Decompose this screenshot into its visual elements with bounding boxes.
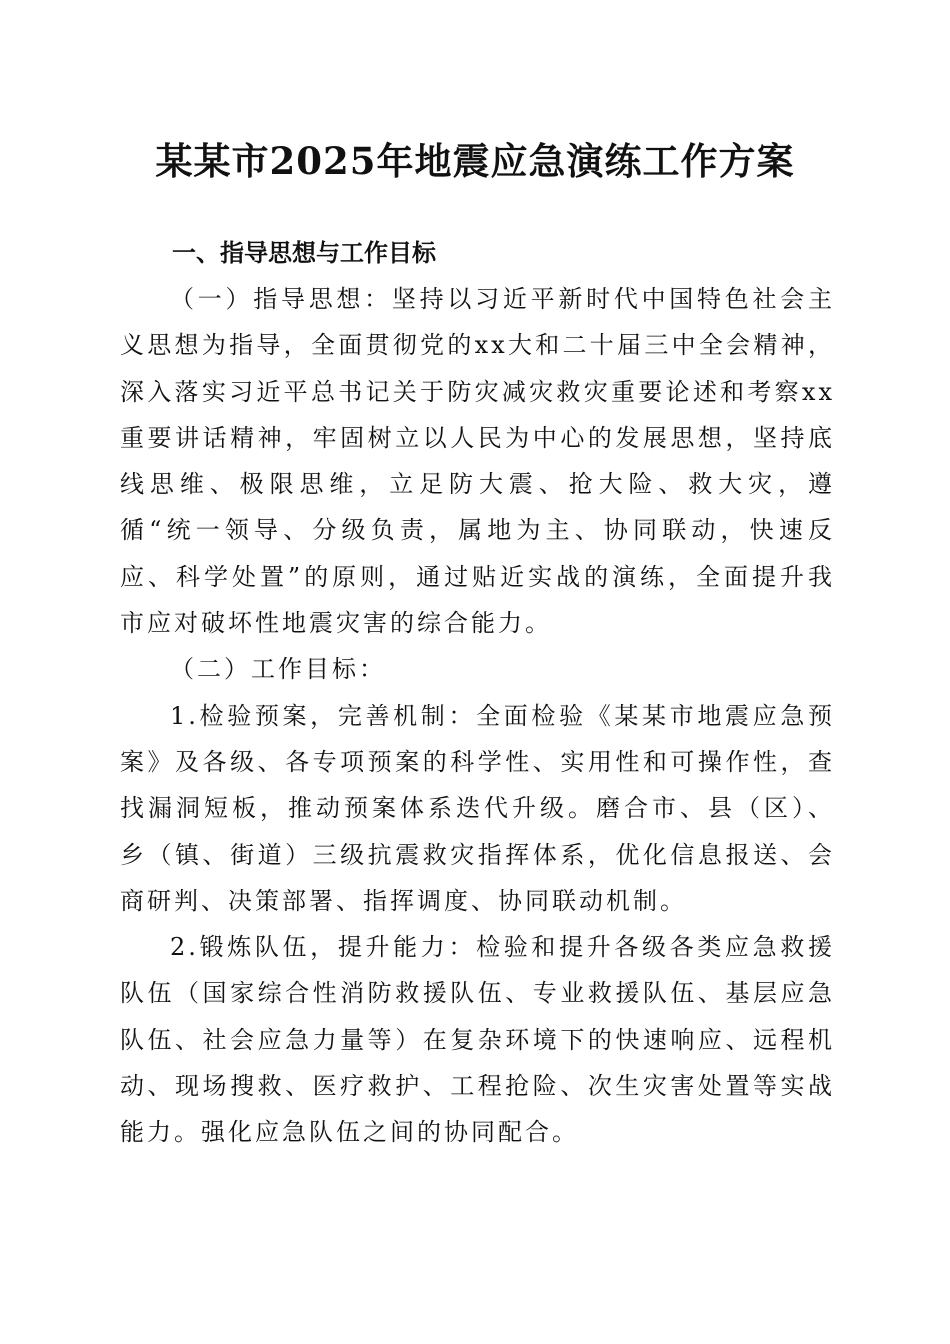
document-title: 某某市2025年地震应急演练工作方案	[155, 139, 795, 183]
paragraph-goal-2: 2.锻炼队伍，提升能力：检验和提升各级各类应急救援队伍（国家综合性消防救援队伍、专业救援队伍、基层应急队伍、社会应急力量等）在复杂环境下的快速响应、远程机动、现场搜救、医疗救护、工程抢险、次生灾害处置等实战能力。强化应急队伍之间的协同配合。	[120, 933, 835, 1147]
paragraph-goal-1: 1.检验预案，完善机制：全面检验《某某市地震应急预案》及各级、各专项预案的科学性、实用性和可操作性，查找漏洞短板，推动预案体系迭代升级。磨合市、县（区）、乡（镇、街道）三级抗震救灾指挥体系，优化信息报送、会商研判、决策部署、指挥调度、协同联动机制。	[120, 701, 835, 915]
section-heading: 一、指导思想与工作目标	[172, 239, 436, 267]
paragraph-guiding-thought: （一）指导思想：坚持以习近平新时代中国特色社会主义思想为指导，全面贯彻党的xx大和二十届三中全会精神，深入落实习近平总书记关于防灾减灾救灾重要论述和考察xx重要讲话精神，牢固树立以人民为中心的发展思想，坚持底线思维、极限思维，立足防大震、抢大险、救大灾，遵循“统一领导、分级负责，属地为主、协同联动，快速反应、科学处置”的原则，通过贴近实战的演练，全面提升我市应对破坏性地震灾害的综合能力。	[120, 285, 835, 638]
paragraph-work-goals-heading: （二）工作目标：	[170, 655, 386, 684]
document-body	[120, 276, 835, 1156]
